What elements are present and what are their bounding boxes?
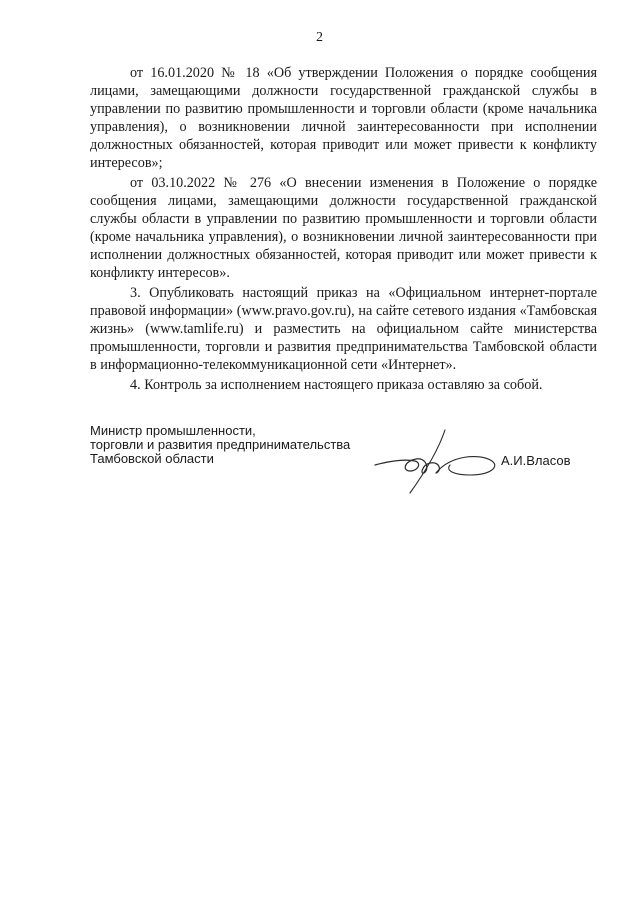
document-body — [90, 64, 597, 394]
signatory-position-line: торговли и развития предпринимательства — [90, 437, 351, 452]
paragraph-control: 4. Контроль за исполнением настоящего приказа оставляю за собой. — [130, 377, 543, 393]
page-number: 2 — [316, 30, 323, 45]
signatory-position — [90, 424, 380, 466]
signatory-name: А.И.Власов — [501, 453, 571, 468]
paragraph-order-276: от 03.10.2022 № 276 «О внесении изменения в Положение о порядке сообщения лицами, замещающими должности государственной гражданской службы области в управлении по развитию промышленности и торговли области (кроме начальника управления), о возникновении личной заинтересованности при исполнении должностных обязанностей, которая приводит или может привести к конфликту интересов». — [90, 175, 597, 281]
signatory-position-line: Тамбовской области — [90, 451, 214, 466]
paragraph-publication: 3. Опубликовать настоящий приказ на «Официальном интернет-портале правовой информации» (www.pravo.gov.ru), на сайте сетевого издания «Тамбовская жизнь» (www.tamlife.ru) и разместить на официальном сайте министерства промышленности, торговли и развития предпринимательства Тамбовской области в информационно-телекоммуникационной сети «Интернет». — [90, 285, 597, 373]
signature-block — [90, 424, 597, 504]
handwritten-signature — [370, 425, 500, 495]
signatory-position-line: Министр промышленности, — [90, 423, 256, 438]
paragraph-order-18: от 16.01.2020 № 18 «Об утверждении Положения о порядке сообщения лицами, замещающими должности государственной гражданской службы в управлении по развитию промышленности и торговли области (кроме начальника управления), о возникновении личной заинтересованности при исполнении должностных обязанностей, которая приводит или может привести к конфликту интересов»; — [90, 65, 597, 171]
